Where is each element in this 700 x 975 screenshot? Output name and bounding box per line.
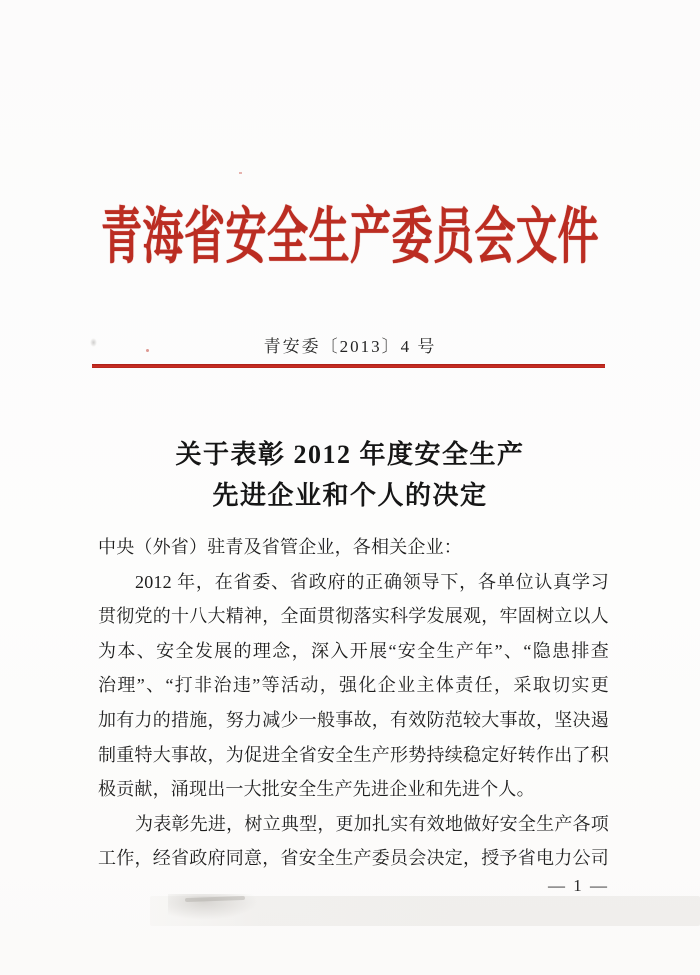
- body-text-line: 极贡献，涌现出一大批安全生产先进企业和先进个人。: [98, 779, 535, 800]
- red-letterhead-title: 青海省安全生产委员会文件: [101, 202, 599, 271]
- salutation-line: 中央（外省）驻青及省管企业，各相关企业：: [98, 537, 462, 557]
- document-reference-number: 青安委〔2013〕4 号: [263, 337, 437, 356]
- body-text-line: 贯彻党的十八大精神，全面贯彻落实科学发展观，牢固树立以人: [98, 606, 609, 627]
- red-separator-rule: [92, 364, 605, 368]
- body-text-line: 为本、安全发展的理念，深入开展“安全生产年”、“隐患排查: [98, 640, 609, 661]
- document-title-line-2: 先进企业和个人的决定: [212, 481, 488, 510]
- document-title: [0, 434, 700, 516]
- scan-artifact-speck: [146, 349, 149, 352]
- scan-artifact-speck: [239, 172, 242, 174]
- scan-artifact-speck: [90, 338, 97, 347]
- body-text-line: 工作，经省政府同意，省安全生产委员会决定，授予省电力公司: [98, 848, 609, 869]
- body-text-line: 治理”、“打非治违”等活动，强化企业主体责任，采取切实更: [98, 675, 609, 696]
- page-number: — 1 —: [548, 876, 609, 895]
- body-text-line: 为表彰先进，树立典型，更加扎实有效地做好安全生产各项: [135, 813, 609, 834]
- document-title-line-1: 关于表彰 2012 年度安全生产: [175, 440, 525, 469]
- body-text-line: 加有力的措施，努力减少一般事故，有效防范较大事故，坚决遏: [98, 709, 609, 730]
- body-text-line: 制重特大事故，为促进全省安全生产形势持续稳定好转作出了积: [98, 744, 609, 765]
- body-text-line: 2012 年，在省委、省政府的正确领导下，各单位认真学习: [135, 571, 609, 592]
- document-body: [98, 530, 609, 876]
